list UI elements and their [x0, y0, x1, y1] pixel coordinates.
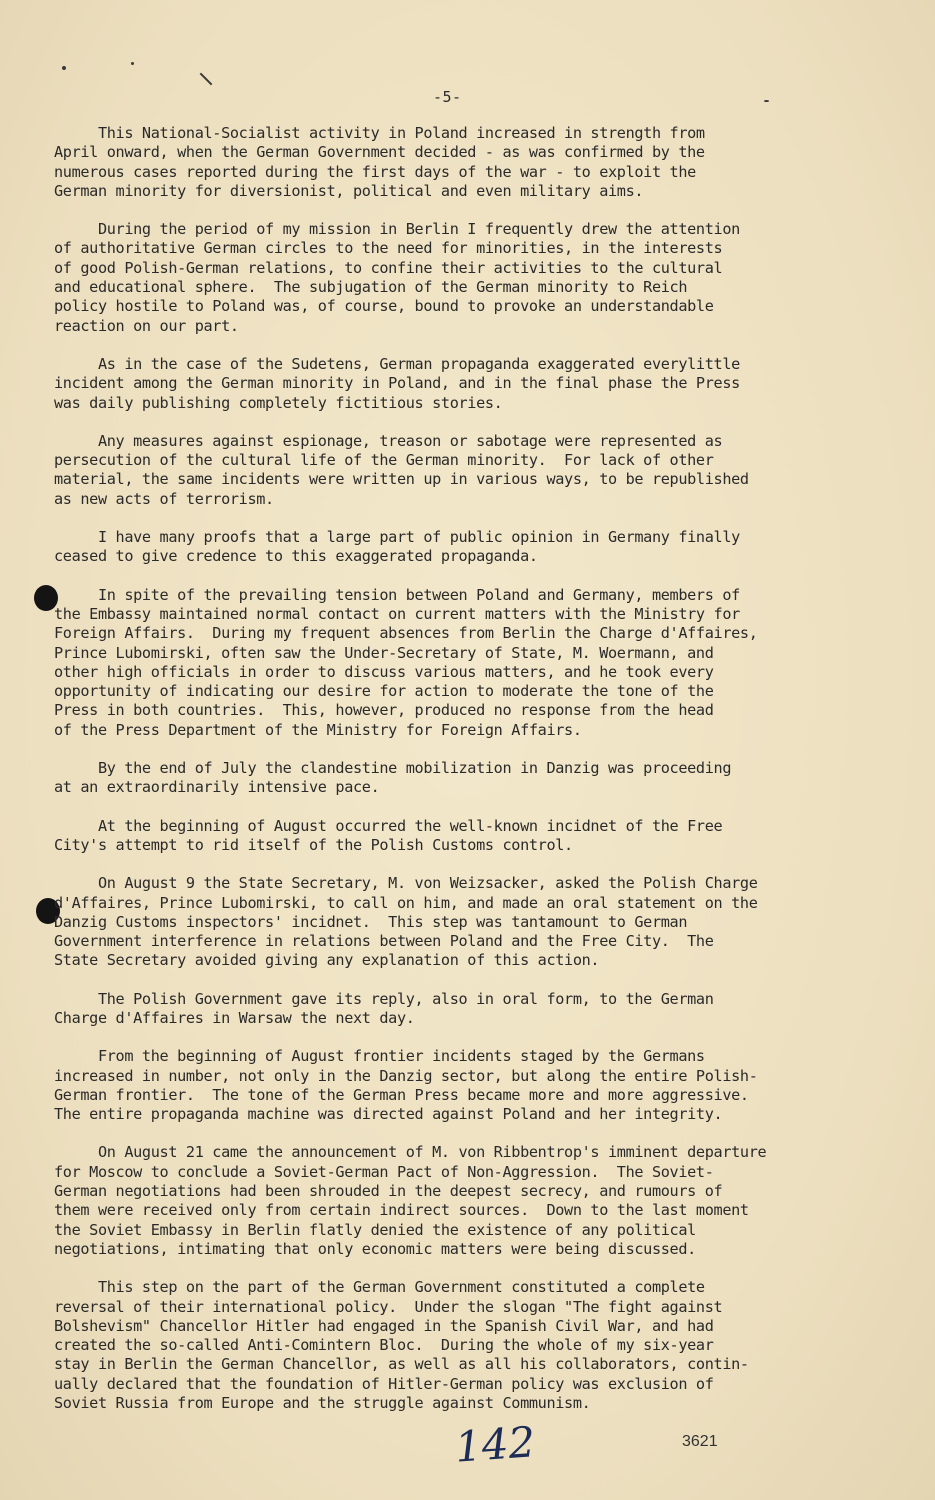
paragraph: At the beginning of August occurred the well-known incidnet of the Free City's attempt to rid itself of the Polish Customs control.: [54, 816, 723, 854]
paragraph: By the end of July the clandestine mobilization in Danzig was proceeding at an extraordinarily intensive pace.: [54, 759, 732, 797]
paragraph: The Polish Government gave its reply, also in oral form, to the German Charge d'Affaires in Warsaw the next day.: [54, 989, 714, 1027]
page-number: -5-: [433, 88, 462, 106]
paragraph: On August 9 the State Secretary, M. von Weizsacker, asked the Polish Charge d'Affaires, Prince Lubomirski, to call on him, and made an oral statement on the Danzig Customs inspectors' incidnet. This step was tantamount to German Government interference in relations between Poland and the Free City. The State Secretary avoided giving any explanation of this action.: [54, 874, 758, 970]
paragraph: As in the case of the Sudetens, German propaganda exaggerated everylittle incident among the German minority in Poland, and in the final phase the Press was daily publishing completely fictitious stories.: [54, 354, 740, 412]
paragraph: I have many proofs that a large part of public opinion in Germany finally ceased to give credence to this exaggerated propaganda.: [54, 528, 740, 566]
paragraph: On August 21 came the announcement of M. von Ribbentrop's imminent departure for Moscow to conclude a Soviet-German Pact of Non-Aggression. The Soviet- German negotiations had been shrouded in the deepest secrecy, and rumours of them were received only from certain indirect sources. Down to the last moment the Soviet Embassy in Berlin flatly denied the existence of any political negotiations, intimating that only economic matters were being discussed.: [54, 1143, 767, 1258]
ink-speck: [131, 62, 134, 65]
ink-speck: [62, 66, 66, 70]
paragraph: In spite of the prevailing tension between Poland and Germany, members of the Embassy maintained normal contact on current matters with the Ministry for Foreign Affairs. During my frequent absences from Berlin the Charge d'Affaires, Prince Lubomirski, often saw the Under-Secretary of State, M. Woermann, and other high officials in order to discuss various matters, and he took every opportunity of indicating our desire for action to moderate the tone of the Press in both countries. This, however, produced no response from the head of the Press Department of the Ministry for Foreign Affairs.: [54, 585, 758, 739]
paragraph: This National-Socialist activity in Poland increased in strength from April onward, when the German Government decided - as was confirmed by the numerous cases reported during the first days of the war - to exploit the German minority for diversionist, political and even military aims.: [54, 124, 705, 200]
paragraph: During the period of my mission in Berlin I frequently drew the attention of authoritative German circles to the need for minorities, in the interests of good Polish-German relations, to confine their activities to the cultural and educational sphere. The subjugation of the German minority to Reich policy hostile to Poland was, of course, bound to provoke an understandable reaction on our part.: [54, 220, 740, 335]
ink-speck: [764, 100, 769, 102]
handwritten-annotation: 142: [453, 1417, 537, 1472]
paragraph: From the beginning of August frontier incidents staged by the Germans increased in number, not only in the Danzig sector, but along the entire Polish- German frontier. The tone of the German Press became more and more aggressive. The entire propaganda machine was directed against Poland and her integrity.: [54, 1047, 758, 1124]
paragraph: This step on the part of the German Government constituted a complete reversal of their international policy. Under the slogan "The fight against Bolshevism" Chancellor Hitler had engaged in the Spanish Civil War, and had created the so-called Anti-Comintern Bloc. During the whole of my six-year stay in Berlin the German Chancellor, as well as all his collaborators, contin- ually declared that the foundation of Hitler-German policy was exclusion of Soviet Russia from Europe and the struggle against Communism.: [54, 1278, 749, 1413]
pencil-mark: [200, 73, 213, 86]
document-number: 3621: [682, 1433, 718, 1450]
body-text: [54, 124, 844, 1432]
paragraph: Any measures against espionage, treason or sabotage were represented as persecution of the cultural life of the German minority. For lack of other material, the same incidents were written up in various ways, to be republished as new acts of terrorism.: [54, 431, 749, 508]
